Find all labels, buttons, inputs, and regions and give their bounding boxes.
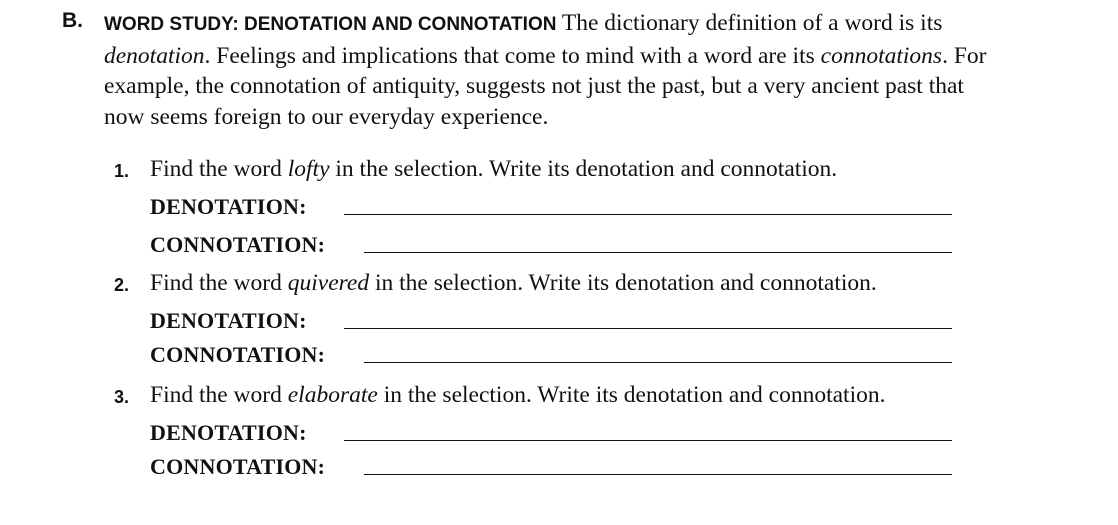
question-3-word: elaborate <box>287 382 378 408</box>
question-2-word: quivered <box>287 270 370 296</box>
section-heading: WORD STUDY: DENOTATION AND CONNOTATION <box>104 14 557 35</box>
question-1-connotation-answer-line[interactable] <box>364 252 952 253</box>
question-3-connotation-answer-line[interactable] <box>364 474 952 475</box>
question-1-connotation-label: CONNOTATION: <box>150 232 326 257</box>
question-1-prefix: Find the word <box>150 156 288 182</box>
question-2-denotation-label: DENOTATION: <box>150 308 307 333</box>
intro-term-denotation: denotation <box>104 42 205 69</box>
question-2-denotation-row <box>114 306 1014 340</box>
question-1-text <box>150 154 837 184</box>
question-2 <box>114 268 1014 374</box>
question-2-connotation-label: CONNOTATION: <box>150 342 326 367</box>
question-2-number: 2. <box>114 275 130 295</box>
intro-term-connotations: connotations <box>820 42 943 69</box>
question-3-connotation-row <box>114 452 1014 486</box>
question-1-prompt <box>114 154 1014 184</box>
question-1-suffix: in the selection. Write its denotation and connotation. <box>329 156 838 182</box>
intro-text-3: . For example, the connotation of antiquity, suggests not just the past, but a very ancient past that now seems foreign to our everyday experience. <box>104 42 987 130</box>
question-3-prompt <box>114 380 1014 410</box>
question-1-denotation-label: DENOTATION: <box>150 194 307 219</box>
question-3 <box>114 380 1014 486</box>
question-3-denotation-answer-line[interactable] <box>344 440 952 441</box>
question-2-prefix: Find the word <box>150 270 288 296</box>
section-intro <box>104 8 1004 132</box>
question-1-denotation-row <box>114 192 1014 226</box>
question-1 <box>114 154 1014 264</box>
question-3-denotation-label: DENOTATION: <box>150 420 307 445</box>
question-2-connotation-row <box>114 340 1014 374</box>
question-1-number: 1. <box>114 161 130 181</box>
question-2-connotation-answer-line[interactable] <box>364 362 952 363</box>
question-2-text <box>150 268 877 298</box>
question-2-denotation-answer-line[interactable] <box>344 328 952 329</box>
question-3-connotation-label: CONNOTATION: <box>150 454 326 479</box>
question-1-connotation-row <box>114 230 1014 264</box>
question-3-text <box>150 380 885 410</box>
section-letter: B. <box>62 9 83 32</box>
question-1-word: lofty <box>287 156 330 182</box>
question-3-suffix: in the selection. Write its denotation and connotation. <box>377 382 886 408</box>
question-3-number: 3. <box>114 387 130 407</box>
question-2-prompt <box>114 268 1014 298</box>
question-3-prefix: Find the word <box>150 382 288 408</box>
question-3-denotation-row <box>114 418 1014 452</box>
question-2-suffix: in the selection. Write its denotation and connotation. <box>369 270 877 296</box>
intro-text-2: . Feelings and implications that come to mind with a word are its <box>204 42 821 69</box>
intro-text-1: The dictionary definition of a word is its <box>556 10 943 36</box>
question-1-denotation-answer-line[interactable] <box>344 214 952 215</box>
